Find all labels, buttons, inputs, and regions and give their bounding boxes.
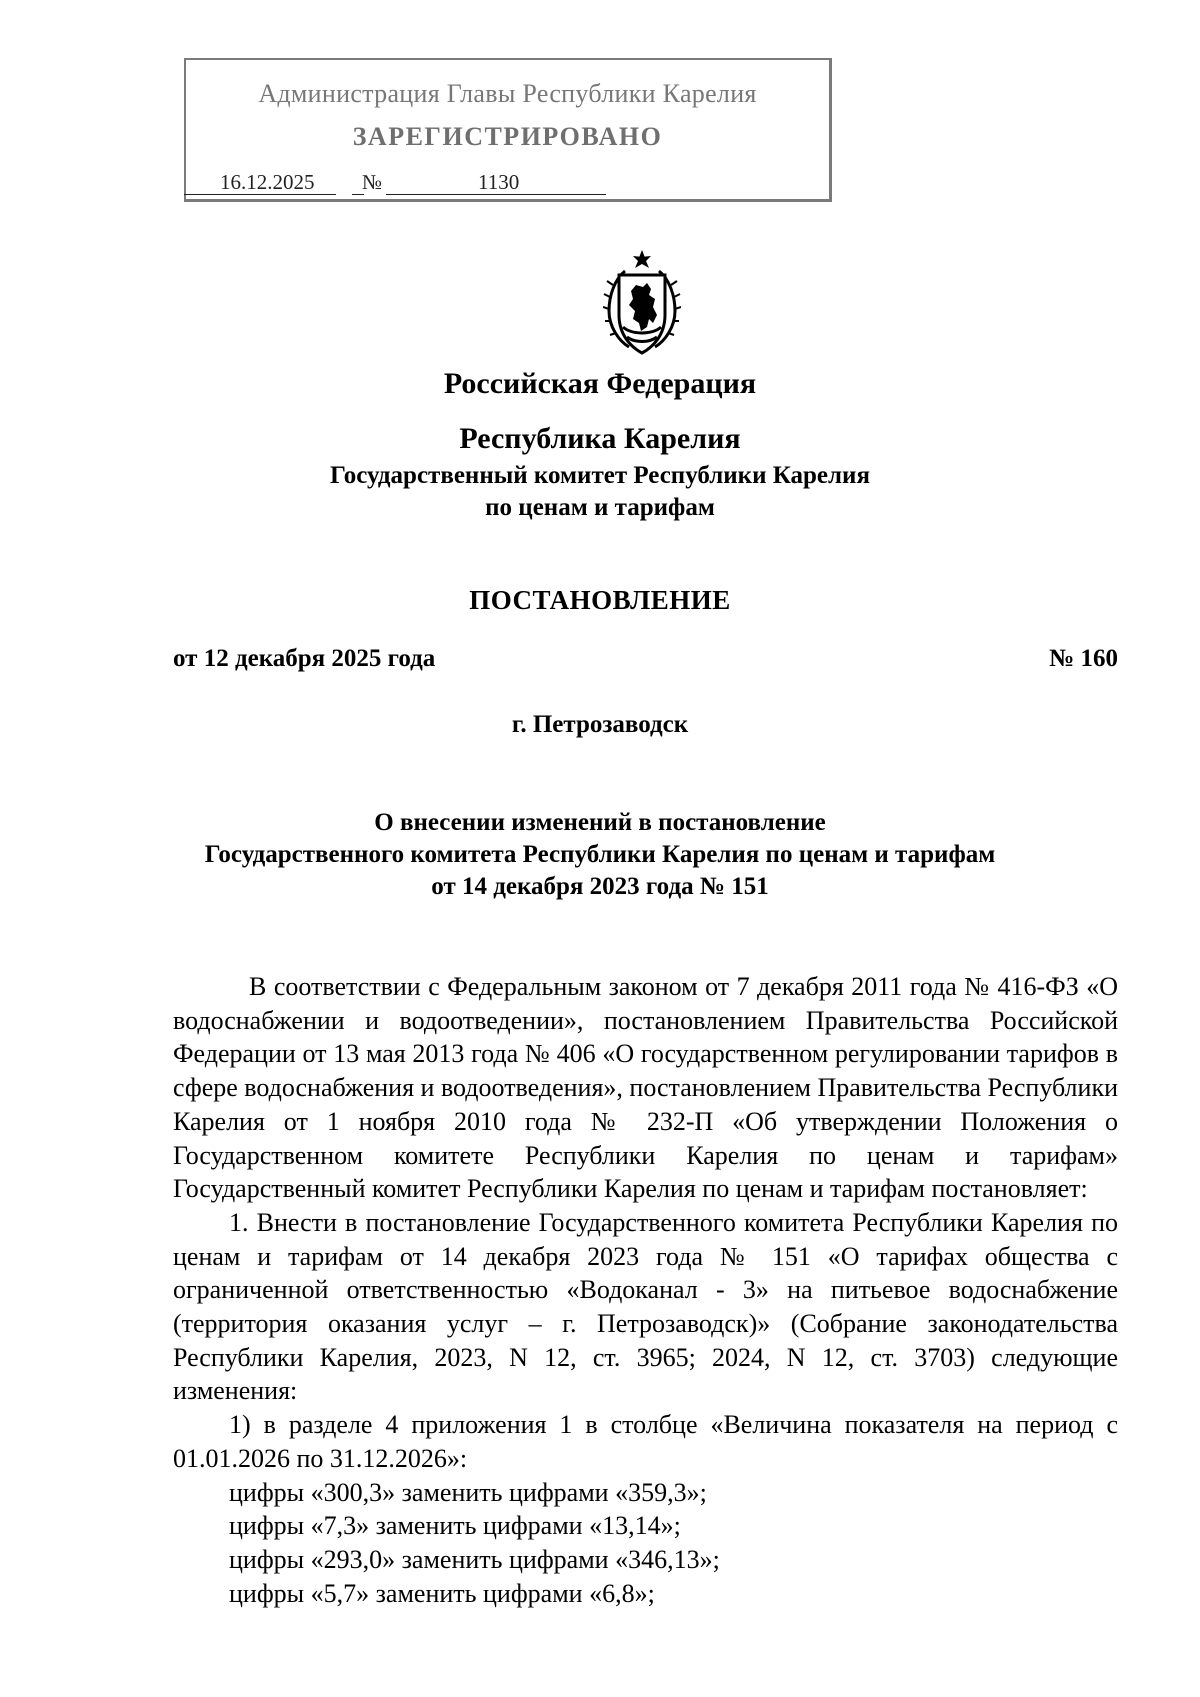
karelia-coat-of-arms-icon bbox=[603, 249, 681, 359]
title-line3: от 14 декабря 2023 года № 151 bbox=[431, 873, 769, 900]
title-line1: О внесении изменений в постановление bbox=[374, 809, 826, 836]
replacement-line: цифры «293,0» заменить цифрами «346,13»; bbox=[229, 1544, 720, 1574]
replacement-line: цифры «5,7» заменить цифрами «6,8»; bbox=[229, 1578, 655, 1608]
republic-heading: Республика Карелия bbox=[459, 422, 741, 455]
stamp-date: 16.12.2025 bbox=[220, 170, 315, 194]
city: г. Петрозаводск bbox=[511, 711, 689, 738]
document-date: от 12 декабря 2025 года bbox=[173, 645, 436, 672]
stamp-status: ЗАРЕГИСТРИРОВАНО bbox=[352, 122, 663, 151]
replacement-line: цифры «300,3» заменить цифрами «359,3»; bbox=[229, 1477, 707, 1507]
stamp-registration-line bbox=[184, 168, 608, 196]
committee-heading-line2: по ценам и тарифам bbox=[485, 494, 715, 521]
stamp-number-label: № bbox=[362, 170, 383, 194]
subitem-1-paragraph: 1) в разделе 4 приложения 1 в столбце «Величина показателя на период с 01.01.2026 по 31.12.2026»: bbox=[173, 1410, 1118, 1473]
committee-heading-line1: Государственный комитет Республики Карелия bbox=[330, 462, 870, 489]
document-number: № 160 bbox=[1049, 645, 1118, 672]
replacement-line: цифры «7,3» заменить цифрами «13,14»; bbox=[229, 1511, 681, 1541]
stamp-underline-date bbox=[184, 194, 336, 195]
item-1-paragraph: 1. Внести в постановление Государственного комитета Республики Карелия по ценам и тарифам от 14 декабря 2023 года № 151 «О тарифах общества с ограниченной ответственностью «Водоканал - 3» на питьевое водоснабжение (территория оказания услуг – г. Петрозаводск)» (Собрание законодательства Республики Карелия, 2023, N 12, ст. 3965; 2024, N 12, ст. 3703) следующие изменения: bbox=[173, 1207, 1118, 1406]
title-line2: Государственного комитета Республики Карелия по ценам и тарифам bbox=[204, 841, 996, 868]
preamble-paragraph: В соответствии с Федеральным законом от 7 декабря 2011 года № 416-ФЗ «О водоснабжении и водоотведении», постановлением Правительства Российской Федерации от 13 мая 2013 года № 406 «О государственном регулировании тарифов в сфере водоснабжения и водоотведения», постановлением Правительства Республики Карелия от 1 ноября 2010 года № 232-П «Об утверждении Положения о Государственном комитете Республики Карелия по ценам и тарифам» Государственный комитет Республики Карелия по ценам и тарифам постановляет: bbox=[173, 972, 1118, 1204]
stamp-underline-number bbox=[386, 194, 606, 195]
stamp-underline-gap bbox=[352, 194, 364, 195]
country-heading: Российская Федерация bbox=[443, 367, 757, 400]
document-type: ПОСТАНОВЛЕНИЕ bbox=[469, 585, 731, 615]
stamp-number: 1130 bbox=[478, 170, 520, 194]
stamp-administration: Администрация Главы Республики Карелия bbox=[258, 79, 757, 108]
document-body bbox=[173, 970, 1118, 1610]
